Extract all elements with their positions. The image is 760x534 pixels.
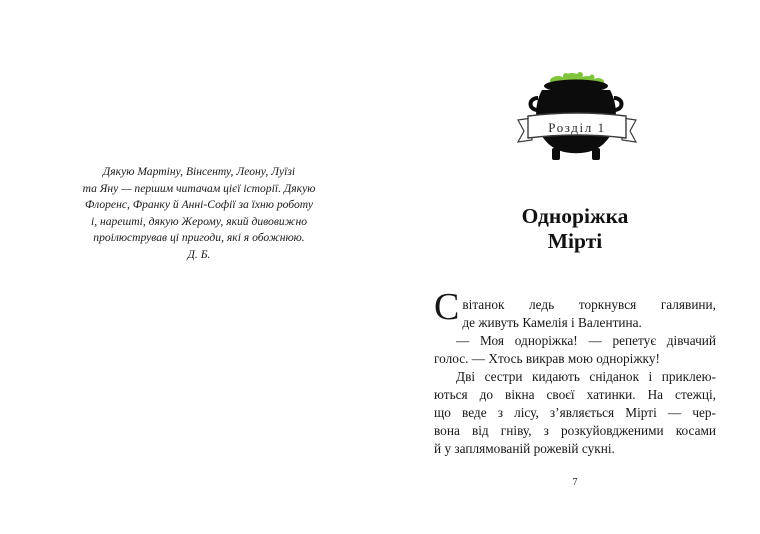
chapter-title-line: Одноріжка — [521, 204, 629, 228]
body-line: Дві сестри кидають сніданок і приклею- — [456, 369, 716, 384]
dedication-line: проілюстрував ці пригоди, які я обожнюю. — [93, 231, 305, 245]
body-line: де живуть Камелія і Валентина. — [462, 315, 642, 330]
dedication-line: і, нарешті, дякую Жерому, який дивовижно — [90, 214, 308, 228]
body-line: вітанок ледь торкнувся галявини, — [462, 297, 716, 312]
dedication-line: Флоренс, Франку й Анні-Софії за їхню роботу — [84, 198, 313, 212]
chapter-emblem — [514, 70, 640, 166]
body-line: й у заплямованій рожевій сукні. — [434, 441, 615, 456]
page-number: 7 — [572, 477, 578, 488]
chapter-body — [434, 286, 716, 458]
dedication — [58, 164, 340, 264]
cauldron-icon — [514, 70, 640, 166]
right-page — [380, 0, 760, 534]
body-line: ються до вікна своєї хатинки. На стежці, — [434, 387, 716, 402]
drop-cap: С — [434, 286, 460, 328]
dedication-line: та Яну — першим читачам цієї історії. Дякую — [82, 181, 316, 195]
dedication-line: Дякую Мартіну, Вінсенту, Леону, Луїзі — [102, 165, 296, 178]
body-line: вона від гніву, з розкуйовдженими косами — [434, 423, 716, 438]
body-line: — Моя одноріжка! — репетує дівчачий — [456, 333, 716, 348]
body-line: голос. — Хтось викрав мою одноріжку! — [434, 351, 660, 366]
chapter-title-line: Мірті — [547, 229, 603, 253]
dedication-signature: Д. Б. — [187, 247, 211, 261]
body-line: що веде з лісу, з’являється Мірті — чер- — [434, 405, 716, 420]
chapter-title — [480, 204, 670, 254]
chapter-label: Розділ 1 — [548, 120, 606, 135]
